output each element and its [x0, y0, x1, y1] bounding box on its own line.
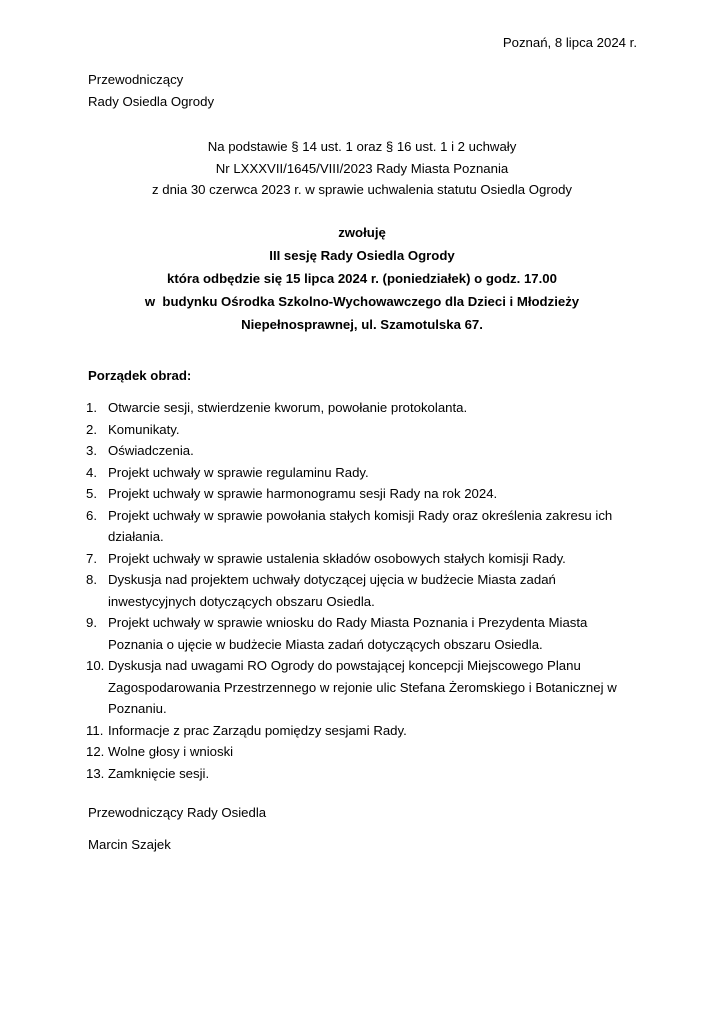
- signature-role: Przewodniczący Rady Osiedla: [88, 805, 267, 820]
- agenda-item: [86, 741, 646, 763]
- agenda-item-number: 10.: [86, 658, 105, 673]
- legal-basis-line: z dnia 30 czerwca 2023 r. w sprawie uchwalenia statutu Osiedla Ogrody: [151, 182, 573, 197]
- signature-name: Marcin Szajek: [88, 837, 171, 852]
- convocation-line: III sesję Rady Osiedla Ogrody: [269, 248, 455, 263]
- addressee-line: Przewodniczący: [88, 72, 184, 87]
- agenda-item: [86, 440, 646, 462]
- agenda-item-number: 5.: [86, 486, 97, 501]
- legal-basis-line: Nr LXXXVII/1645/VIII/2023 Rady Miasta Poznania: [215, 160, 509, 176]
- agenda-item-number: 2.: [86, 421, 97, 437]
- agenda-item-text: Zamknięcie sesji.: [108, 765, 210, 781]
- legal-basis-line: Na podstawie § 14 ust. 1 oraz § 16 ust. 1 i 2 uchwały: [207, 139, 517, 154]
- agenda-item-text: Dyskusja nad uwagami RO Ogrody do powstającej koncepcji Miejscowego Planu Zagospodarowania Przestrzennego w rejonie ulic Stefana Żeromskiego i Botanicznej w Poznaniu.: [108, 658, 617, 716]
- agenda-item-text: Oświadczenia.: [108, 443, 194, 458]
- agenda-item-number: 6.: [86, 507, 97, 523]
- agenda-item-number: 12.: [86, 744, 105, 759]
- agenda-item: [86, 505, 646, 548]
- agenda-item-text: Wolne głosy i wnioski: [108, 744, 234, 759]
- agenda-item-text: Otwarcie sesji, stwierdzenie kworum, powołanie protokolanta.: [108, 400, 468, 415]
- agenda-item-number: 8.: [86, 572, 97, 587]
- agenda-item-text: Projekt uchwały w sprawie regulaminu Rady.: [108, 464, 369, 480]
- addressee-line: Rady Osiedla Ogrody: [88, 94, 215, 109]
- agenda-item: [86, 419, 646, 441]
- document-date: Poznań, 8 lipca 2024 r.: [502, 35, 637, 50]
- agenda-item-number: 7.: [86, 550, 97, 566]
- agenda-heading: Porządek obrad:: [88, 368, 192, 383]
- agenda-item-number: 9.: [86, 615, 97, 630]
- agenda-item-text: Projekt uchwały w sprawie ustalenia składów osobowych stałych komisji Rady.: [108, 550, 566, 566]
- agenda-item: [86, 462, 646, 484]
- agenda-item: [86, 397, 646, 419]
- convocation-line: która odbędzie się 15 lipca 2024 r. (poniedziałek) o godz. 17.00: [167, 271, 557, 286]
- agenda-item: [86, 763, 646, 785]
- agenda-list: [86, 397, 646, 784]
- convocation-block: [0, 221, 724, 336]
- agenda-item-number: 13.: [86, 765, 105, 781]
- agenda-item-number: 11.: [86, 722, 104, 738]
- legal-basis: [0, 136, 724, 201]
- convocation-line: w budynku Ośrodka Szkolno-Wychowawczego dla Dzieci i Młodzieży: [144, 294, 580, 309]
- agenda-item: [86, 655, 646, 720]
- agenda-item-number: 4.: [86, 464, 97, 480]
- addressee-block: [88, 69, 214, 113]
- agenda-item-text: Projekt uchwały w sprawie powołania stałych komisji Rady oraz określenia zakresu ich działania.: [108, 507, 613, 544]
- agenda-item-number: 3.: [86, 443, 97, 458]
- agenda-item-text: Projekt uchwały w sprawie harmonogramu sesji Rady na rok 2024.: [108, 486, 498, 501]
- agenda-item-text: Komunikaty.: [108, 421, 180, 437]
- agenda-item: [86, 720, 646, 742]
- agenda-item: [86, 569, 646, 612]
- agenda-item-number: 1.: [86, 400, 97, 415]
- agenda-item-text: Informacje z prac Zarządu pomiędzy sesjami Rady.: [108, 722, 407, 738]
- agenda-item-text: Projekt uchwały w sprawie wniosku do Rady Miasta Poznania i Prezydenta Miasta Poznania o ujęcie w budżecie Miasta zadań dotyczących obszaru Osiedla.: [108, 615, 588, 652]
- agenda-item: [86, 483, 646, 505]
- agenda-item: [86, 548, 646, 570]
- agenda-item: [86, 612, 646, 655]
- agenda-item-text: Dyskusja nad projektem uchwały dotyczącej ujęcia w budżecie Miasta zadań inwestycyjnych dotyczących obszaru Osiedla.: [108, 572, 556, 609]
- convocation-line: Niepełnosprawnej, ul. Szamotulska 67.: [241, 317, 483, 332]
- convocation-line: zwołuję: [338, 225, 386, 240]
